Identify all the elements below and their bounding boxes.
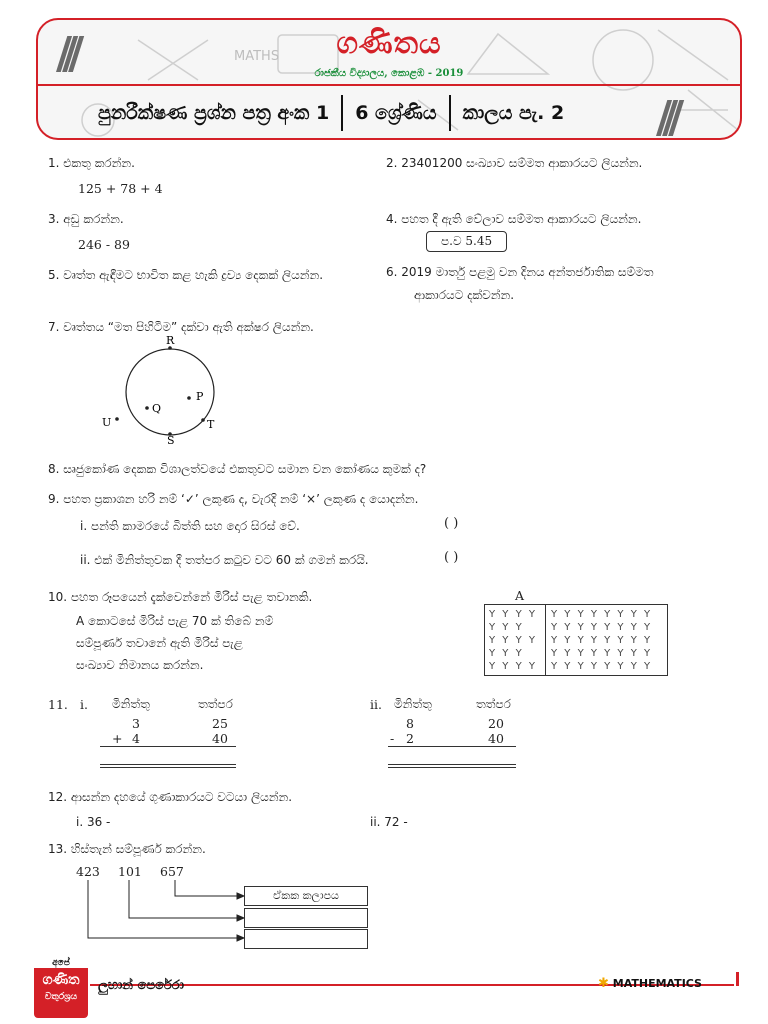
seedling-row-right: Y Y Y Y Y Y Y Y — [551, 661, 653, 672]
header-divider — [38, 84, 740, 86]
question-11-i-label: i. — [80, 697, 88, 712]
seedling-row-right: Y Y Y Y Y Y Y Y — [551, 648, 653, 659]
question-12-ii: ii. 72 - — [370, 815, 408, 829]
header-info-row — [98, 90, 564, 136]
question-13: 13. හිස්තැන් සම්පූර්ණ කරන්න. — [48, 842, 206, 856]
minutes-b-i: 4 — [132, 731, 140, 746]
question-2: 2. 23401200 සංඛ්‍යාව සම්මත ආකාරයට ලියන්න. — [386, 156, 643, 170]
question-10-line-1: A කොටසේ මිරිස් පැළ 70 ක් තිබේ නම් — [76, 614, 274, 628]
seedling-row-left: Y Y Y Y — [489, 661, 537, 672]
point-s-label: S — [167, 434, 175, 447]
question-12: 12. ආසන්න දහයේ ගුණාකාරයට වටයා ලියන්න. — [48, 790, 293, 804]
header-banner — [36, 18, 742, 140]
point-t-label: T — [207, 418, 215, 431]
answer-line-bottom-i — [100, 764, 236, 765]
number-423: 423 — [76, 864, 100, 879]
question-10: 10. පහත රූපයෙන් දැක්වෙන්නේ මිරිස් පැළ තවානකි. — [48, 590, 313, 604]
time-label: කාලය පැ. 2 — [462, 102, 565, 124]
minutes-a-i: 3 — [132, 716, 140, 731]
question-6-line-1: 6. 2019 මාර්තු පළමු වන දිනය අන්තර්ජාතික සම්මත — [386, 265, 654, 279]
seedling-row-left: Y Y Y — [489, 648, 524, 659]
question-9-i: i. පන්ති කාමරයේ බිත්ති සහ දොර සිරස් වේ. — [80, 519, 300, 533]
minutes-a-ii: 8 — [406, 716, 414, 731]
answer-line-bottom-ii — [388, 767, 516, 768]
operator-ii: - — [390, 731, 395, 746]
seedling-row-left: Y Y Y Y — [489, 609, 537, 620]
author-name: ලුහාන් පෙරේරා — [98, 978, 184, 993]
point-t-dot — [201, 418, 205, 422]
answer-box-3[interactable] — [244, 929, 368, 949]
place-value-arrows — [80, 878, 246, 944]
number-101: 101 — [118, 864, 142, 879]
point-q-label: Q — [152, 402, 162, 415]
question-9: 9. පහත ප්‍රකාශන හරි නම් ‘✓’ ලකුණ ද, වැරදි නම් ‘×’ ලකුණ ද යොදන්න. — [48, 492, 419, 506]
point-p-label: P — [196, 390, 204, 403]
header-separator — [341, 95, 343, 131]
question-3-expression: 246 - 89 — [78, 237, 130, 252]
seedling-row-left: Y Y Y — [489, 622, 524, 633]
seedling-row-right: Y Y Y Y Y Y Y Y — [551, 622, 653, 633]
point-u-dot — [115, 417, 119, 421]
footer-logo — [34, 958, 88, 1018]
question-5: 5. වෘත්ත ඇඳීමට භාවිත කළ හැකි ද්‍රව්‍ය දෙකක් ලියන්න. — [48, 268, 324, 282]
seconds-b-ii: 40 — [488, 731, 504, 746]
point-u-label: U — [102, 416, 112, 429]
seconds-header-ii: තත්පර — [476, 697, 511, 711]
section-a-label: A — [515, 588, 525, 603]
question-8: 8. සෘජුකෝණ දෙකක විශාලත්වයේ එකතුවට සමාන වන කෝණය කුමක් ද? — [48, 462, 427, 476]
grade-label: 6 ශ්‍රේණිය — [355, 102, 437, 124]
seconds-a-ii: 20 — [488, 716, 504, 731]
question-10-line-3: සංඛ්‍යාව නිමානය කරන්න. — [76, 658, 204, 672]
operator-i: + — [112, 731, 123, 746]
question-6-line-2: ආකාරයට දක්වන්න. — [414, 288, 515, 302]
answer-line-top-ii — [388, 746, 516, 747]
seconds-header-i: තත්පර — [198, 697, 233, 711]
answer-line-bottom-ii — [388, 764, 516, 765]
answer-bracket-9-i[interactable]: ( ) — [444, 516, 459, 531]
seedling-row-right: Y Y Y Y Y Y Y Y — [551, 635, 653, 646]
time-value-box: ප.ව 5.45 — [426, 231, 507, 252]
brand-text: MATHEMATICS — [612, 977, 702, 990]
answer-line-top-i — [100, 746, 236, 747]
maths-deco-text: MATHS — [234, 49, 280, 64]
brand-star-icon: ✱ — [598, 976, 609, 991]
slash-decoration-left: /// — [56, 28, 75, 79]
slash-decoration-right: /// — [656, 92, 675, 140]
question-12-i: i. 36 - — [76, 815, 111, 829]
seedling-bed-diagram — [484, 604, 668, 676]
paper-number: පුනරීක්ෂණ ප්‍රශ්න පත්‍ර අංක 1 — [98, 102, 330, 124]
question-3: 3. අඩු කරන්න. — [48, 212, 124, 226]
question-1-expression: 125 + 78 + 4 — [78, 181, 163, 196]
seedling-row-right: Y Y Y Y Y Y Y Y — [551, 609, 653, 620]
number-657: 657 — [160, 864, 184, 879]
logo-bottom-text: චතුරශ්‍රය — [44, 992, 78, 1002]
answer-bracket-9-ii[interactable]: ( ) — [444, 550, 459, 565]
point-r-label: R — [166, 334, 175, 347]
question-10-line-2: සම්පූර්ණ තවානේ ඇති මිරිස් පැළ — [76, 636, 243, 650]
footer-tick — [736, 972, 739, 986]
header-separator — [449, 95, 451, 131]
answer-line-bottom-i — [100, 767, 236, 768]
section-divider — [545, 605, 546, 675]
seconds-b-i: 40 — [212, 731, 228, 746]
question-9-ii: ii. එක් මිනිත්තුවක දී තත්පර කටුව වට 60 ක් ගමන් කරයි. — [80, 553, 369, 567]
minutes-header-ii: මිනිත්තු — [394, 697, 432, 711]
school-subtitle: රාජකීය විද්‍යාලය, කොළඹ - 2019 — [314, 68, 464, 79]
logo-top-text: අපේ — [34, 958, 88, 968]
question-4: 4. පහත දී ඇති වේලාව සම්මත ආකාරයට ලියන්න. — [386, 212, 642, 226]
subject-title: ගණිතය — [336, 26, 442, 61]
question-7: 7. වෘත්තය “මත පිහිටීම” දක්වා ඇති අක්ෂර ලියන්න. — [48, 320, 314, 334]
question-1: 1. එකතු කරන්න. — [48, 156, 135, 170]
seconds-a-i: 25 — [212, 716, 228, 731]
circle-diagram — [90, 332, 230, 450]
minutes-header-i: මිනිත්තු — [112, 697, 150, 711]
units-place-box: ඒකක කලාපය — [244, 886, 368, 906]
point-p-dot — [187, 396, 191, 400]
seedling-row-left: Y Y Y Y — [489, 635, 537, 646]
question-11-ii-label: ii. — [370, 697, 382, 712]
footer-brand — [598, 976, 702, 991]
answer-box-2[interactable] — [244, 908, 368, 928]
logo-main-text: ගණිත — [42, 972, 80, 988]
minutes-b-ii: 2 — [406, 731, 414, 746]
question-11-number: 11. — [48, 697, 68, 712]
point-q-dot — [145, 406, 149, 410]
